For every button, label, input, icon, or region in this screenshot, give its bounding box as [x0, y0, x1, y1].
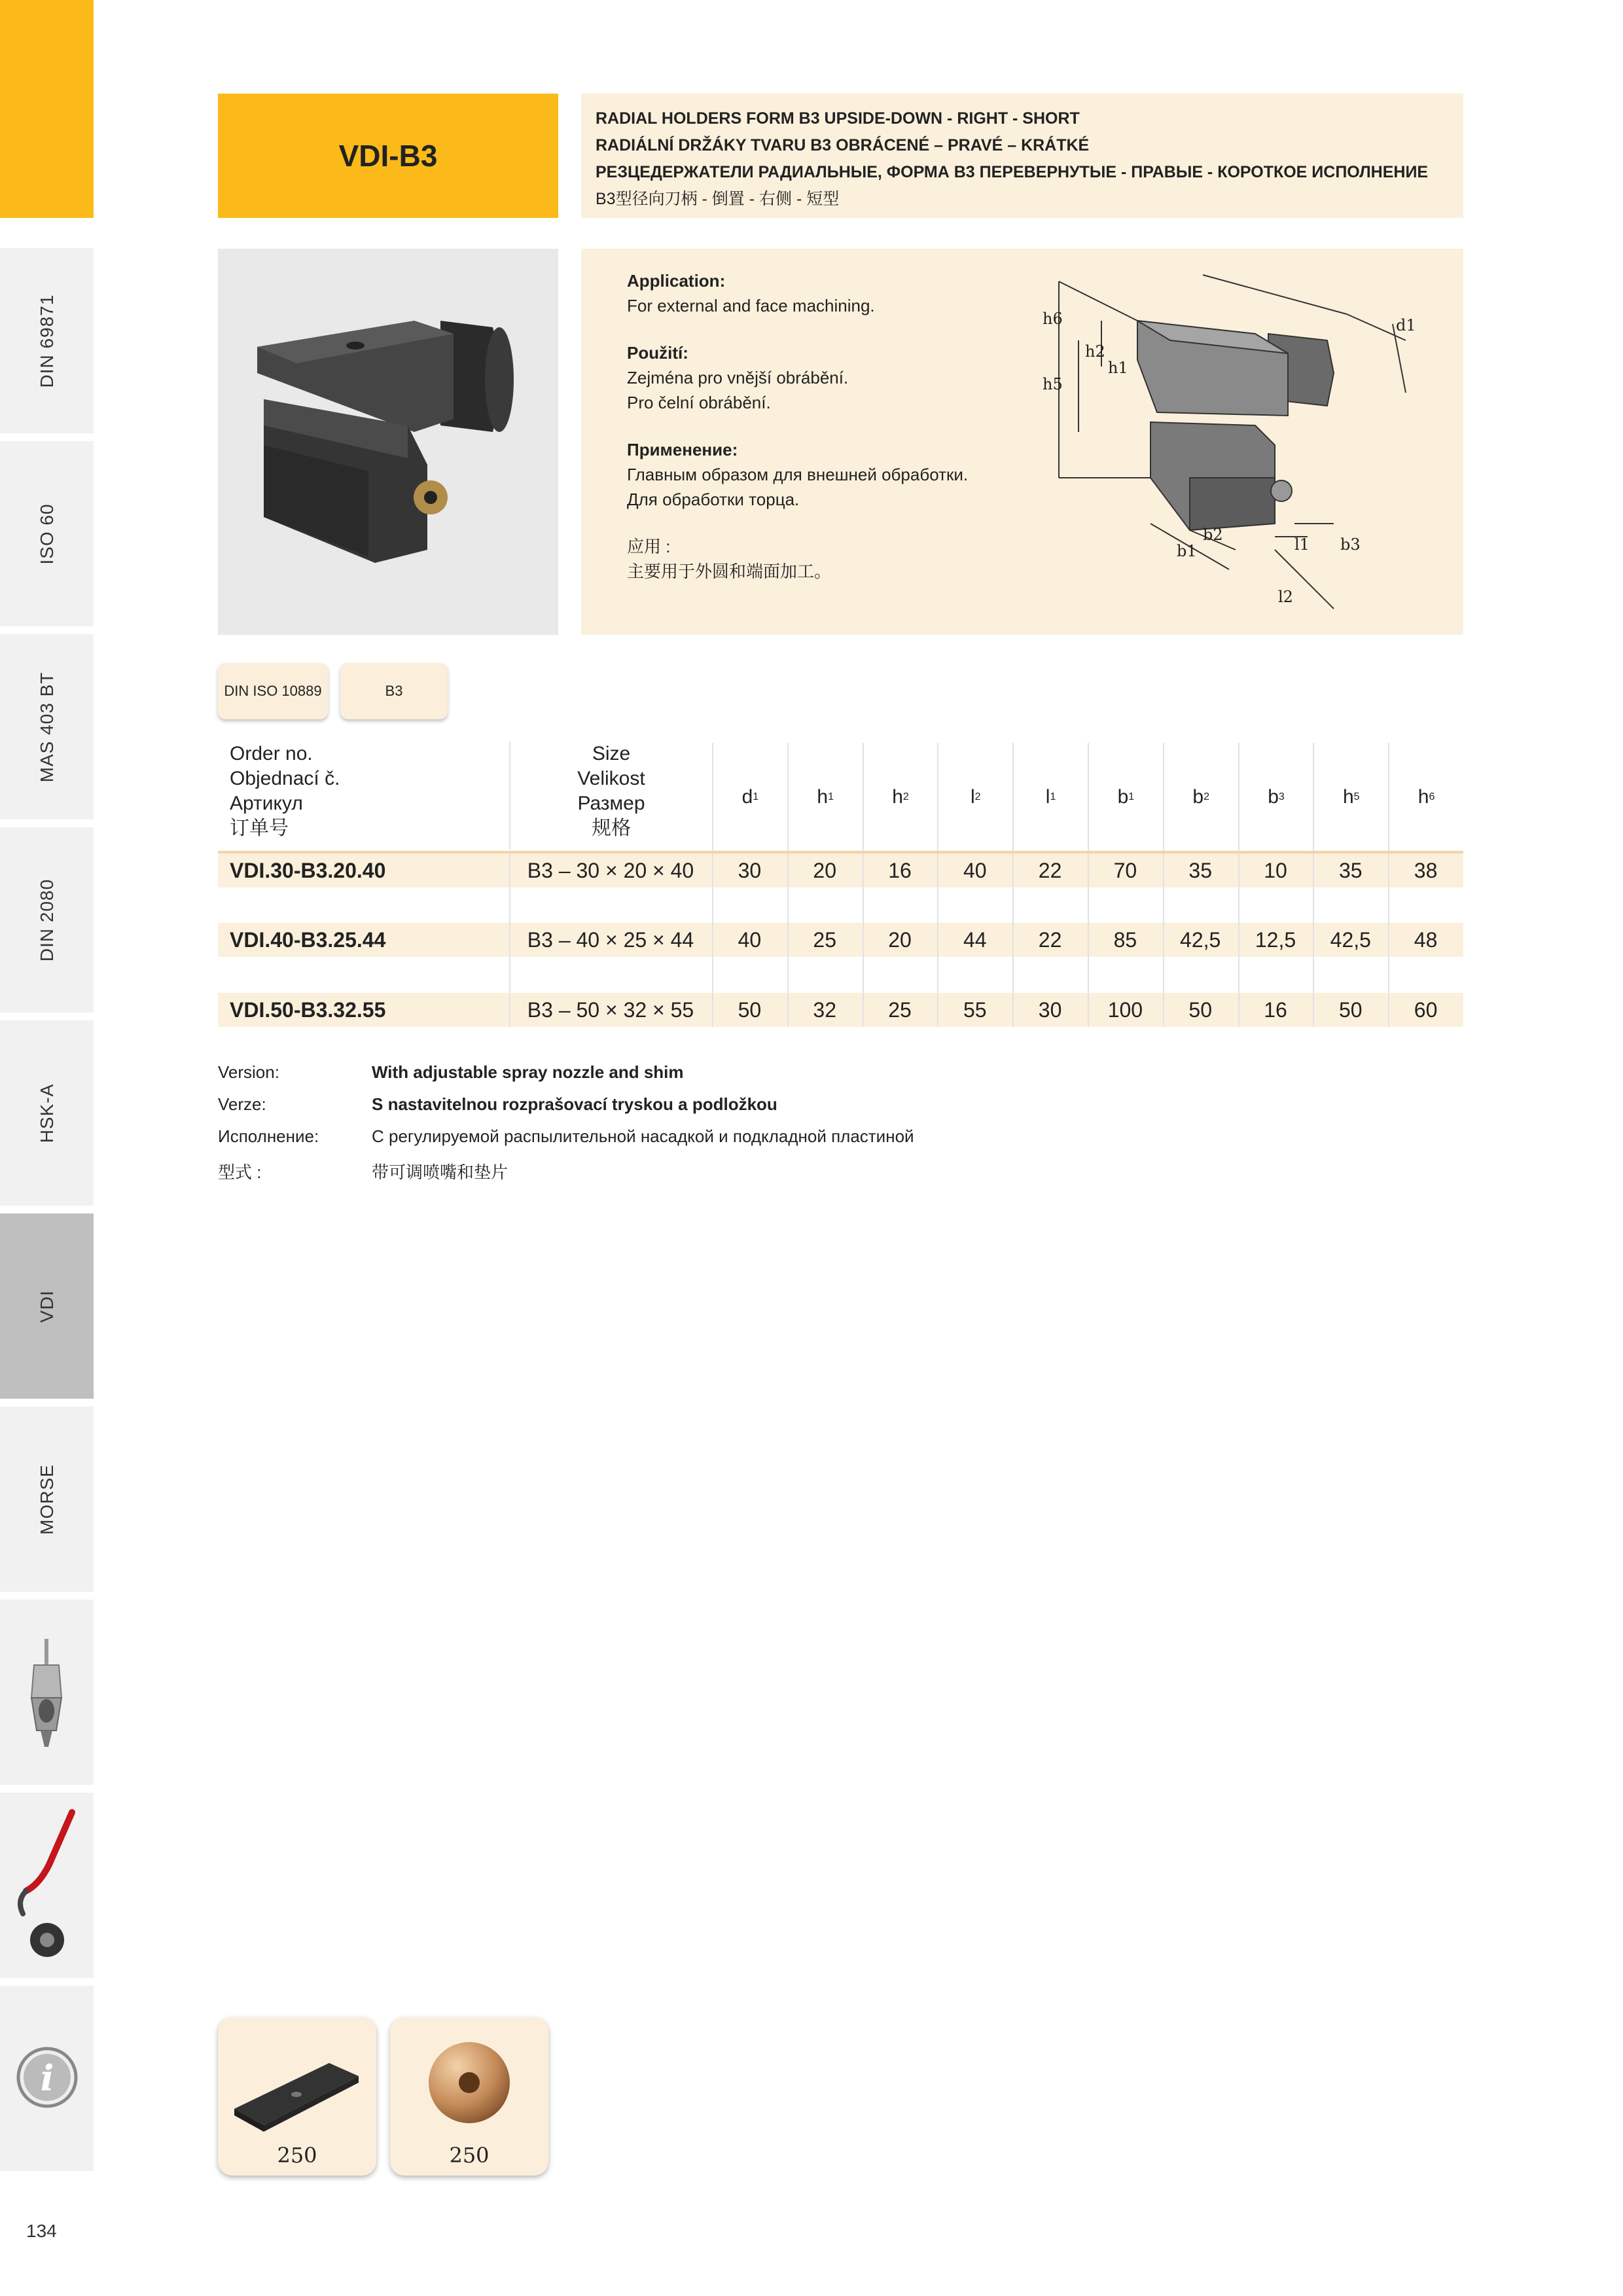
dim-header-l1 [1012, 743, 1088, 851]
dim-header-b3 [1238, 743, 1313, 851]
order-number: VDI.50-B3.32.55 [230, 997, 386, 1022]
label-b2: b2 [1203, 526, 1223, 544]
version-label: Verze: [218, 1094, 266, 1114]
dim-value: 70 [1113, 858, 1137, 882]
application-cz: Použití: Zejména pro vnější obrábění. Pro čelní obrábění. [627, 340, 993, 415]
size-header-cz: Velikost [577, 768, 645, 789]
dim-value: 50 [1338, 997, 1363, 1022]
dim-value: 30 [1038, 997, 1062, 1022]
sidebar-tab-label: DIN 2080 [36, 878, 57, 961]
dim-header-base: h [1418, 785, 1429, 808]
application-ru-line: Для обработки торца. [627, 490, 800, 509]
sidebar-tab-label: ISO 60 [36, 503, 57, 565]
size-header-en: Size [592, 743, 631, 764]
dim-value: 42,5 [1180, 927, 1221, 952]
dim-header-h1 [787, 743, 863, 851]
table-gridline [509, 853, 510, 1027]
title-en: RADIAL HOLDERS FORM B3 UPSIDE-DOWN - RIGHT - SHORT [596, 109, 1080, 128]
dim-value: 40 [738, 927, 762, 952]
application-ru-title: Применение [627, 440, 732, 459]
dim-header-sub: 2 [1204, 791, 1209, 802]
version-label: 型式 : [218, 1162, 262, 1182]
title-cz: RADIÁLNÍ DRŽÁKY TVARU B3 OBRÁCENÉ – PRAVÉ – KRÁTKÉ [596, 136, 1090, 154]
page-number: 134 [26, 2221, 57, 2241]
dim-value: 38 [1414, 858, 1438, 882]
dim-header-h6 [1388, 743, 1463, 851]
table-gridline [1238, 853, 1240, 1027]
dim-header-sub: 1 [1050, 791, 1056, 802]
dim-value: 85 [1113, 927, 1137, 952]
sidebar-tab-info[interactable] [0, 1983, 94, 2171]
dim-value: 20 [888, 927, 912, 952]
sidebar-tab-chucks[interactable] [0, 1597, 94, 1785]
dim-header-sub: 3 [1278, 791, 1285, 802]
dim-value: 25 [813, 927, 836, 952]
size-value: B3 – 50 × 32 × 55 [527, 997, 694, 1022]
dim-value: 48 [1414, 927, 1438, 952]
label-h6: h6 [1043, 310, 1063, 328]
version-label: Version: [218, 1062, 279, 1082]
table-gridline [712, 853, 713, 1027]
dim-header-sub: 1 [753, 791, 759, 802]
application-text [627, 268, 993, 606]
application-cz-line: Zejména pro vnější obrábění. [627, 368, 849, 387]
table-gridline [1012, 853, 1014, 1027]
dim-header-sub: 1 [828, 791, 834, 802]
dim-value: 20 [813, 858, 836, 882]
sidebar-tab-accessories[interactable] [0, 1790, 94, 1978]
product-photo [218, 249, 558, 635]
dim-header-sub: 1 [1128, 791, 1135, 802]
dim-value: 32 [813, 997, 836, 1022]
version-value: S nastavitelnou rozprašovací tryskou a podložkou [372, 1094, 777, 1114]
form-badge: B3 [340, 663, 448, 719]
label-h5: h5 [1043, 375, 1063, 393]
table-gridline [863, 853, 864, 1027]
dim-header-sub: 2 [974, 791, 981, 802]
version-value: С регулируемой распылительной насадкой и подкладной пластиной [372, 1126, 914, 1146]
sidebar-tab-hsk-a[interactable] [0, 1018, 94, 1206]
sidebar-tab-iso-60[interactable] [0, 439, 94, 626]
product-titles [581, 94, 1463, 218]
sidebar-tab-label: MORSE [36, 1463, 57, 1535]
dim-value: 25 [888, 997, 912, 1022]
label-l1: l1 [1294, 535, 1310, 554]
order-header-ru: Артикул [230, 793, 303, 814]
size-header [509, 742, 712, 850]
table-gridline [1088, 853, 1089, 1027]
application-cz-line: Pro čelní obrábění. [627, 393, 771, 412]
version-value: With adjustable spray nozzle and shim [372, 1062, 684, 1082]
spray-nozzle-ball-icon [390, 2017, 548, 2148]
table-gridline [1388, 853, 1389, 1027]
version-label: Исполнение: [218, 1126, 319, 1146]
dim-header-h5 [1313, 743, 1388, 851]
dim-value: 50 [738, 997, 762, 1022]
application-zh-line: 主要用于外圆和端面加工。 [627, 562, 832, 581]
dim-value: 16 [1264, 997, 1287, 1022]
dim-value: 60 [1414, 997, 1438, 1022]
dim-header-base: l [1045, 785, 1050, 808]
dim-header-sub: 2 [902, 791, 909, 802]
order-header-zh: 订单号 [230, 817, 289, 839]
label-d1: d1 [1396, 316, 1416, 334]
application-en-title: Application [627, 271, 720, 291]
sidebar-tab-morse[interactable] [0, 1404, 94, 1592]
dim-header-l2 [937, 743, 1012, 851]
accessory-number: 250 [449, 2143, 490, 2168]
dim-value: 35 [1338, 858, 1363, 882]
application-en-line: For external and face machining. [627, 296, 875, 315]
dim-value: 50 [1188, 997, 1212, 1022]
drill-chuck-icon [0, 1600, 94, 1787]
application-ru-line: Главным образом для внешней обработки. [627, 465, 969, 484]
label-b3: b3 [1340, 535, 1361, 554]
product-code-title: VDI-B3 [218, 94, 558, 218]
dim-value: 35 [1188, 858, 1212, 882]
label-h2: h2 [1085, 342, 1105, 361]
dim-value: 22 [1038, 858, 1062, 882]
table-gridline [1313, 853, 1314, 1027]
standard-badge: DIN ISO 10889 [218, 663, 328, 719]
sidebar-tab-label: DIN 69871 [36, 294, 57, 387]
dimension-diagram [1039, 262, 1432, 628]
dim-header-b1 [1088, 743, 1163, 851]
dim-header-base: b [1268, 785, 1279, 808]
size-value: B3 – 40 × 25 × 44 [527, 927, 694, 952]
order-number: VDI.40-B3.25.44 [230, 927, 386, 952]
accessory-number: 250 [277, 2143, 317, 2168]
dim-header-base: h [817, 785, 829, 808]
dim-header-base: h [1342, 785, 1354, 808]
label-l2: l2 [1278, 588, 1293, 606]
dim-value: 12,5 [1255, 927, 1296, 952]
size-header-ru: Размер [577, 793, 645, 814]
sidebar-tab-din-69871[interactable] [0, 245, 94, 433]
sidebar-tab-din-2080[interactable] [0, 825, 94, 1013]
title-zh: B3型径向刀柄 - 倒置 - 右侧 - 短型 [596, 190, 840, 208]
sidebar-brand-block [0, 0, 94, 218]
application-zh-title: 应用 [627, 537, 662, 556]
dim-header-base: b [1192, 785, 1204, 808]
dim-header-sub: 6 [1429, 791, 1435, 802]
dim-value: 55 [963, 997, 987, 1022]
dim-header-sub: 5 [1353, 791, 1360, 802]
dim-header-base: h [892, 785, 903, 808]
dim-header-h2 [863, 743, 938, 851]
table-gridline [1163, 853, 1164, 1027]
accessory-nozzle[interactable] [390, 2017, 548, 2176]
dim-value: 22 [1038, 927, 1062, 952]
sidebar-tab-label: VDI [36, 1289, 57, 1323]
info-icon [0, 1986, 94, 2174]
label-b1: b1 [1177, 542, 1197, 560]
order-number: VDI.30-B3.20.40 [230, 858, 386, 882]
title-ru: РЕЗЦЕДЕРЖАТЕЛИ РАДИАЛЬНЫЕ, ФОРМА B3 ПЕРЕВЕРНУТЫЕ - ПРАВЫЕ - КОРОТКОЕ ИСПОЛНЕНИЕ [596, 163, 1429, 181]
order-header-en: Order no. [230, 743, 313, 764]
order-header [230, 742, 340, 841]
table-gridline [937, 853, 938, 1027]
sidebar-tab-vdi[interactable] [0, 1211, 94, 1399]
sidebar-tab-label: HSK-A [36, 1083, 57, 1143]
size-header-zh: 规格 [592, 817, 631, 839]
dim-value: 42,5 [1330, 927, 1371, 952]
wrench-nut-icon [0, 1793, 94, 1981]
dim-header-b2 [1163, 743, 1238, 851]
application-cz-title: Použití [627, 343, 683, 363]
dim-value: 40 [963, 858, 987, 882]
radial-holder-photo [218, 249, 558, 635]
application-en: Application: For external and face machining. [627, 268, 993, 318]
dim-header-base: b [1117, 785, 1129, 808]
application-zh: 应用 : 主要用于外圆和端面加工。 [627, 534, 993, 584]
version-value: 带可调喷嘴和垫片 [372, 1162, 508, 1182]
dim-value: 10 [1264, 858, 1287, 882]
svg-text:i: i [40, 2057, 54, 2099]
order-header-cz: Objednací č. [230, 768, 340, 789]
size-value: B3 – 30 × 20 × 40 [527, 858, 694, 882]
dim-value: 16 [888, 858, 912, 882]
dim-header-base: d [741, 785, 753, 808]
label-h1: h1 [1108, 359, 1128, 377]
dim-value: 44 [963, 927, 987, 952]
dim-value: 30 [738, 858, 762, 882]
application-ru: Применение: Главным образом для внешней обработки. Для обработки торца. [627, 437, 993, 512]
dim-header-base: l [971, 785, 975, 808]
sidebar-tab-label: MAS 403 BT [36, 672, 57, 782]
dim-value: 100 [1107, 997, 1143, 1022]
table-gridline [787, 853, 789, 1027]
accessory-shim[interactable] [218, 2017, 376, 2176]
dim-header-d1 [712, 743, 787, 851]
sidebar-tab-mas-403-bt[interactable] [0, 632, 94, 819]
application-panel [581, 249, 1463, 635]
shim-plate-icon [218, 2017, 376, 2148]
